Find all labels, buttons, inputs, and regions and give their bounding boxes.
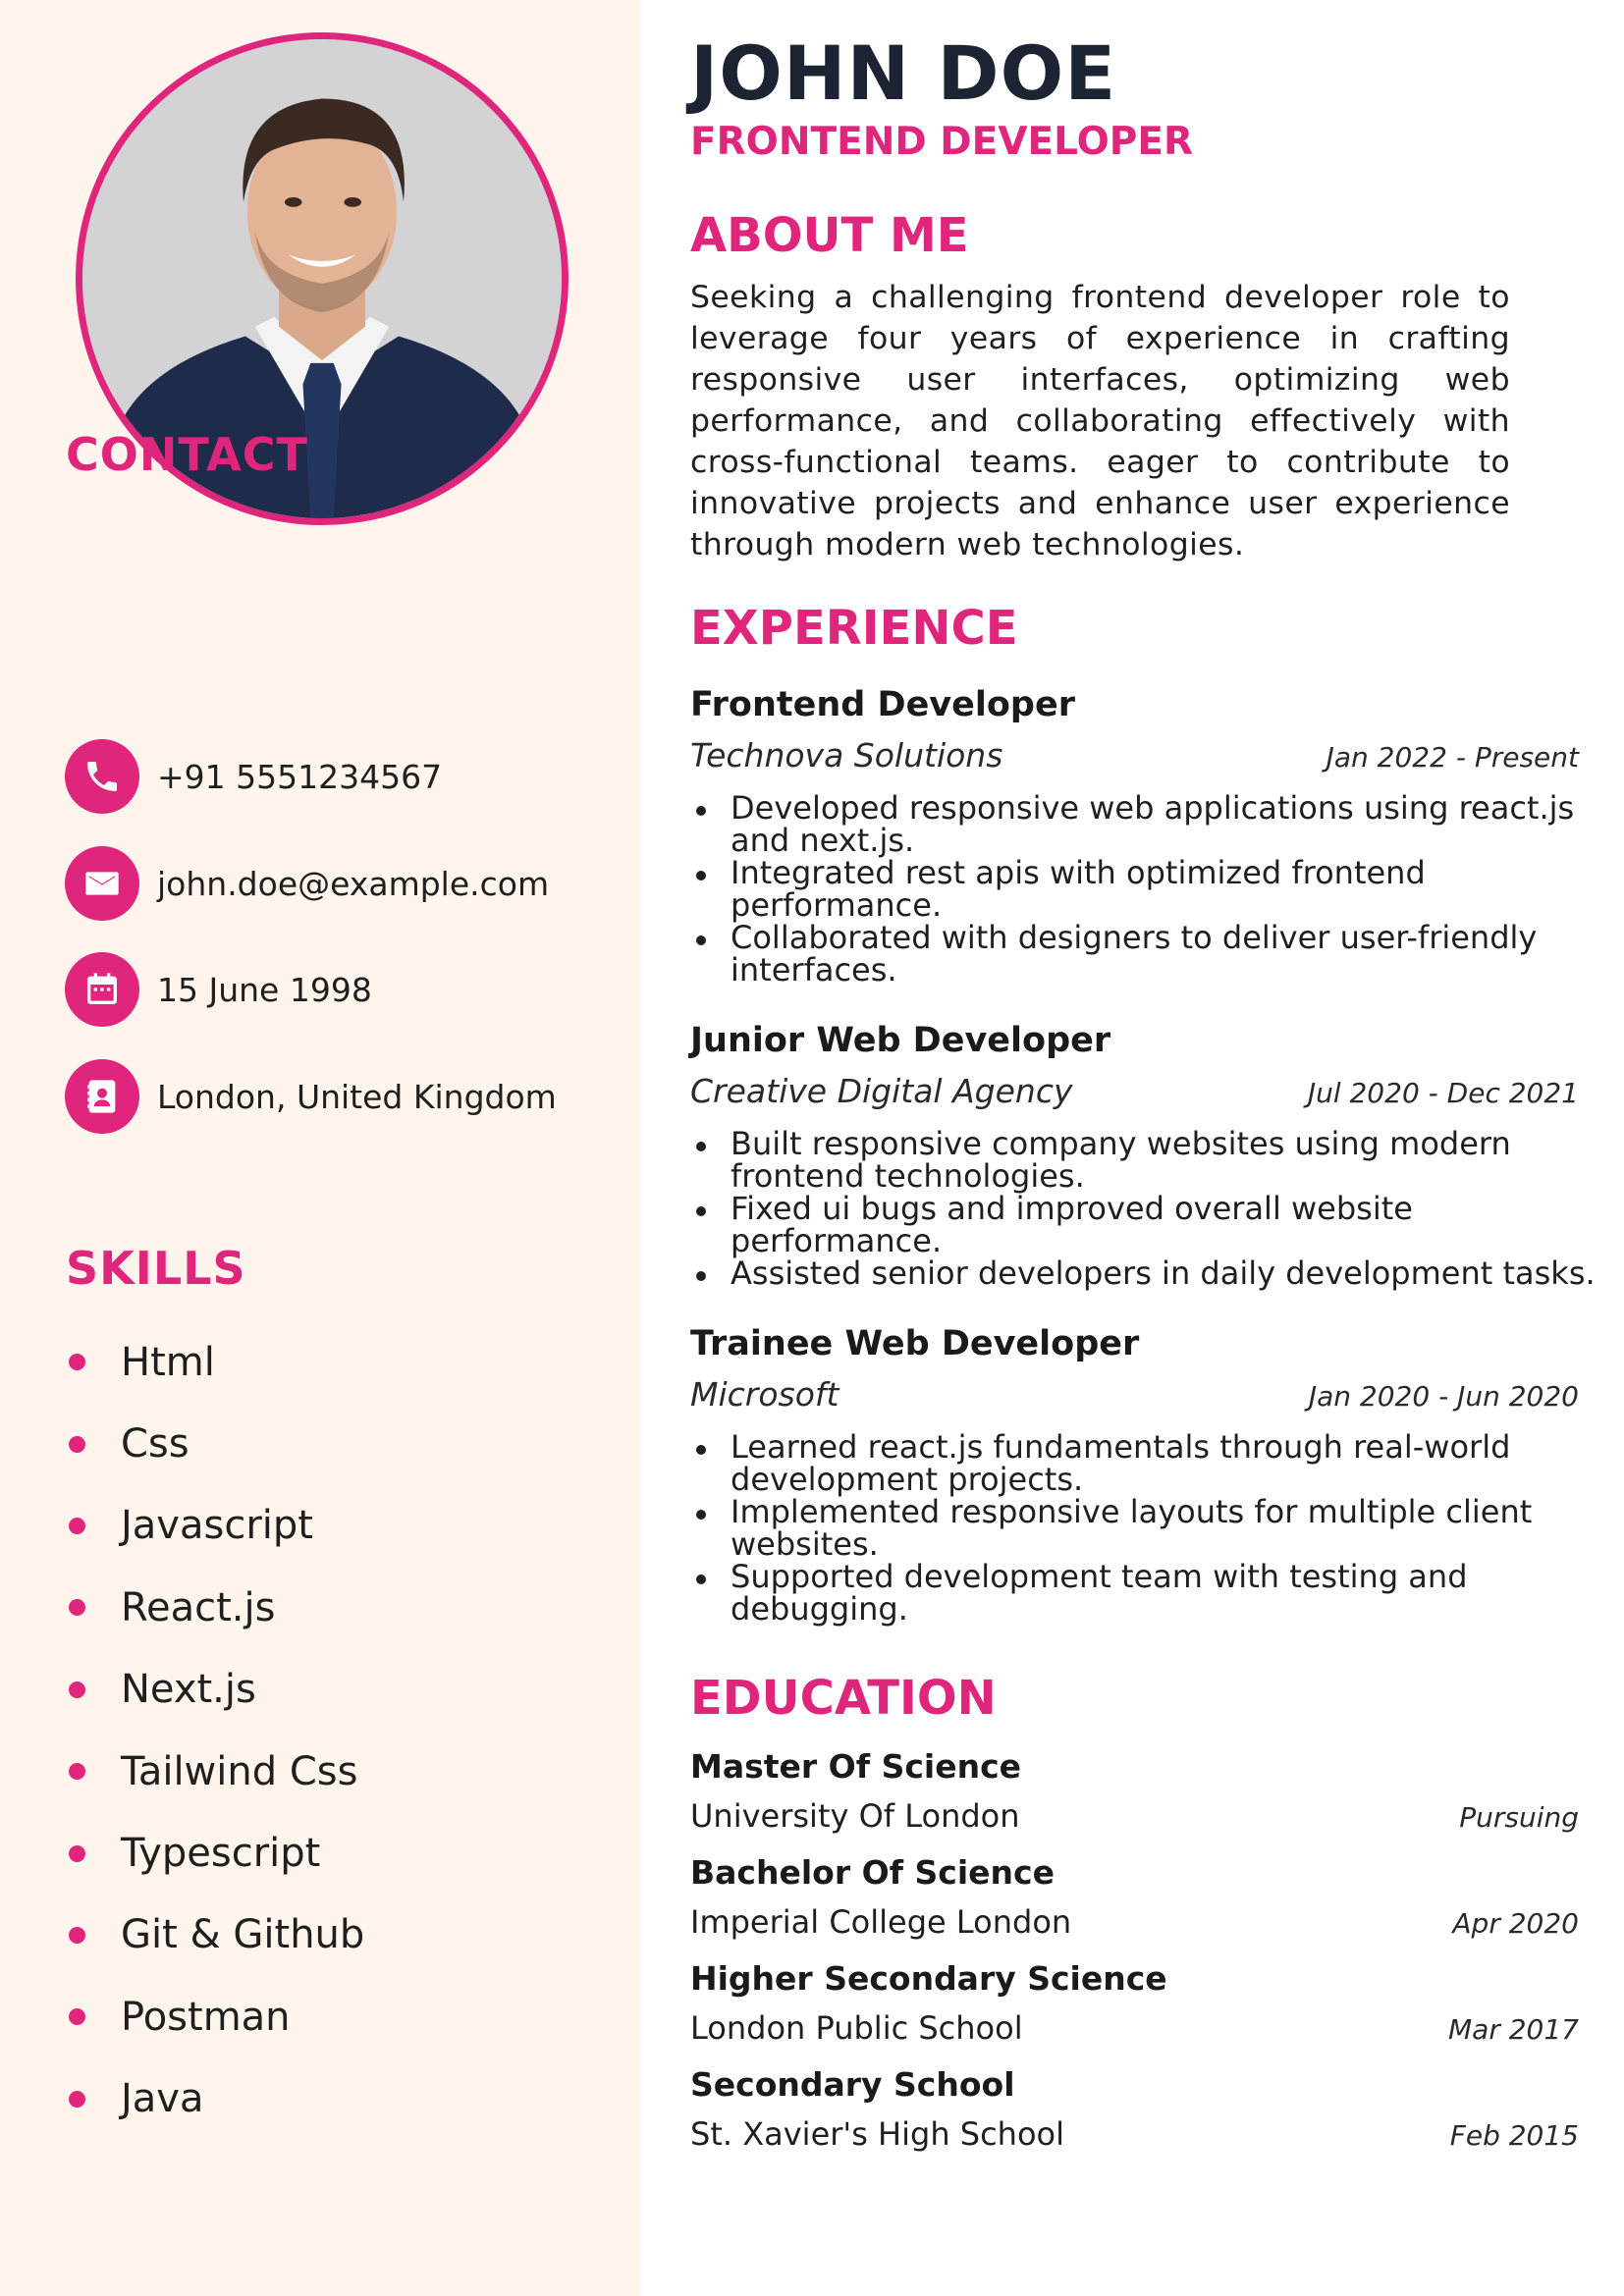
about-heading: ABOUT ME: [690, 208, 969, 263]
email-icon: [65, 846, 139, 921]
job-company: Microsoft: [690, 1375, 839, 1414]
skill-item: Postman: [69, 1976, 364, 2057]
education-school: University Of London: [690, 1797, 1020, 1835]
education-school: London Public School: [690, 2009, 1023, 2047]
contact-address: [65, 1058, 557, 1135]
skill-item: Git & Github: [69, 1895, 364, 1976]
bullet-dot-icon: [69, 2008, 85, 2025]
contact-birthdate-text: 15 June 1998: [157, 970, 372, 1009]
education-school: St. Xavier's High School: [690, 2115, 1064, 2153]
bullet-dot-icon: [69, 1518, 85, 1534]
job-title: Frontend Developer: [690, 685, 1075, 724]
list-item: Implemented responsive layouts for multiple client websites.: [690, 1496, 1579, 1561]
experience-heading: EXPERIENCE: [690, 601, 1018, 656]
bullet-dot-icon: [69, 1763, 85, 1780]
skill-item: Css: [69, 1403, 364, 1484]
education-entry: [690, 1747, 1579, 1835]
list-item: Fixed ui bugs and improved overall website performance.: [690, 1193, 1579, 1257]
skills-list: [69, 1321, 364, 2140]
skill-item: Javascript: [69, 1485, 364, 1567]
job-period: Jan 2022 - Present: [1326, 741, 1579, 774]
experience-entry: [690, 1324, 1579, 1626]
job-bullets: [690, 789, 1579, 988]
education-entry: [690, 2065, 1579, 2153]
calendar-icon: [65, 952, 139, 1027]
education-heading: EDUCATION: [690, 1671, 997, 1726]
list-item: Built responsive company websites using modern frontend technologies.: [690, 1128, 1579, 1193]
list-item: Collaborated with designers to deliver user-friendly interfaces.: [690, 922, 1579, 987]
skill-item: Next.js: [69, 1649, 364, 1731]
education-degree: Master Of Science: [690, 1747, 1022, 1786]
list-item: Learned react.js fundamentals through real-world development projects.: [690, 1431, 1579, 1496]
job-company: Creative Digital Agency: [690, 1072, 1073, 1110]
education-date: Pursuing: [1459, 1801, 1579, 1834]
bullet-dot-icon: [69, 1682, 85, 1698]
education-date: Feb 2015: [1449, 2119, 1579, 2152]
contact-email: [65, 845, 549, 922]
contact-birthdate: [65, 951, 372, 1028]
job-period: Jan 2020 - Jun 2020: [1308, 1380, 1579, 1413]
contact-phone: [65, 738, 442, 815]
contact-email-text: john.doe@example.com: [157, 864, 550, 903]
bullet-dot-icon: [69, 1845, 85, 1862]
skill-item: Html: [69, 1321, 364, 1403]
skills-heading: SKILLS: [66, 1242, 246, 1295]
list-item: Developed responsive web applications using react.js and next.js.: [690, 792, 1579, 857]
list-item: Assisted senior developers in daily development tasks.: [690, 1257, 1579, 1290]
job-company: Technova Solutions: [690, 736, 1003, 774]
experience-entry: [690, 1021, 1596, 1292]
contact-phone-text: +91 5551234567: [157, 757, 443, 796]
job-title: Trainee Web Developer: [690, 1324, 1140, 1363]
job-period: Jul 2020 - Dec 2021: [1307, 1077, 1579, 1109]
bullet-dot-icon: [69, 1354, 85, 1370]
education-degree: Secondary School: [690, 2065, 1015, 2104]
bullet-dot-icon: [69, 1927, 85, 1944]
skill-item: Java: [69, 2058, 364, 2140]
education-entry: [690, 1853, 1579, 1941]
education-date: Apr 2020: [1452, 1907, 1579, 1940]
list-item: Supported development team with testing and debugging.: [690, 1561, 1579, 1626]
bullet-dot-icon: [69, 2091, 85, 2108]
experience-entry: [690, 685, 1579, 987]
education-school: Imperial College London: [690, 1903, 1072, 1941]
sidebar: [0, 0, 640, 2296]
contact-heading: CONTACT: [66, 428, 308, 481]
skill-item: React.js: [69, 1567, 364, 1648]
education-entry: [690, 1959, 1579, 2047]
bullet-dot-icon: [69, 1599, 85, 1616]
education-degree: Bachelor Of Science: [690, 1853, 1055, 1892]
bullet-dot-icon: [69, 1436, 85, 1453]
education-date: Mar 2017: [1448, 2013, 1579, 2046]
job-bullets: [690, 1125, 1596, 1292]
address-book-icon: [65, 1059, 139, 1134]
candidate-name: JOHN DOE: [690, 29, 1117, 117]
job-title: Junior Web Developer: [690, 1021, 1111, 1060]
job-bullets: [690, 1428, 1579, 1628]
skill-item: Tailwind Css: [69, 1731, 364, 1812]
about-text: Seeking a challenging frontend developer role to leverage four years of experience in crafting responsive user interfaces, optimizing web performance, and collaborating effectively with cross-functional teams. eager to contribute to innovative projects and enhance user experience through modern web technologies.: [690, 280, 1510, 562]
phone-icon: [65, 739, 139, 814]
education-degree: Higher Secondary Science: [690, 1959, 1167, 1998]
contact-address-text: London, United Kingdom: [157, 1077, 557, 1116]
skill-item: Typescript: [69, 1812, 364, 1894]
candidate-role: FRONTEND DEVELOPER: [690, 120, 1194, 164]
list-item: Integrated rest apis with optimized frontend performance.: [690, 857, 1579, 922]
